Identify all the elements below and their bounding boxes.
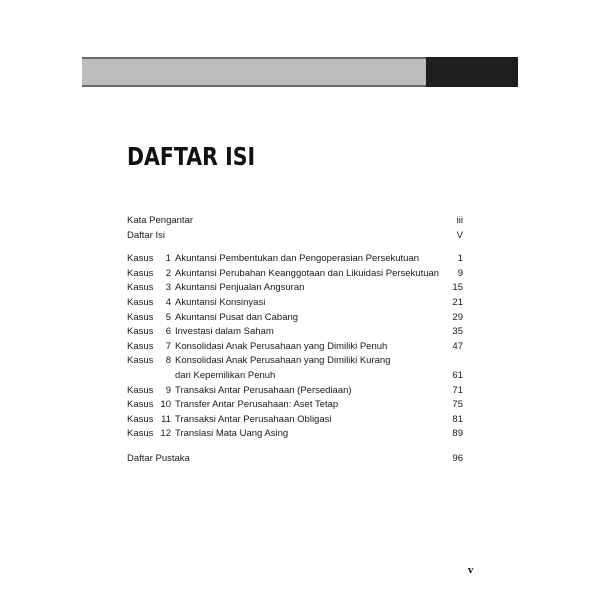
toc-case-prefix: Kasus — [127, 399, 154, 411]
page-number: v — [468, 566, 474, 576]
toc-row-kasus-5[interactable]: Kasus 5 Akuntansi Pusat dan Cabang 29 — [127, 311, 463, 326]
toc-case-title: Konsolidasi Anak Perusahaan yang Dimiliki Penuh — [175, 340, 388, 352]
toc-case-prefix: Kasus — [127, 326, 154, 338]
toc-entry-page: 21 — [452, 296, 463, 308]
toc-entry-page: 15 — [452, 282, 463, 294]
toc-entry-page: 9 — [457, 267, 463, 279]
toc-entry-page: 96 — [452, 452, 463, 464]
toc-row-kasus-6[interactable]: Kasus 6 Investasi dalam Saham 35 — [127, 325, 463, 340]
toc-entry-page: 61 — [452, 369, 463, 381]
toc-case-prefix: Kasus — [127, 355, 154, 367]
toc-entry-page: iii — [456, 215, 463, 226]
toc-case-title: Transaksi Antar Perusahaan Obligasi — [175, 413, 332, 425]
toc-case-title: Akuntansi Pembentukan dan Pengoperasian Persekutuan — [175, 253, 420, 265]
toc-row-kasus-12[interactable]: Kasus 12 Translasi Mata Uang Asing 89 — [127, 427, 463, 442]
toc-case-title: Akuntansi Perubahan Keanggotaan dan Likuidasi Persekutuan — [175, 267, 440, 279]
toc-case-prefix: Kasus — [127, 267, 154, 279]
toc-entry-page: 81 — [452, 413, 463, 425]
toc-row-daftar-isi[interactable] — [127, 229, 463, 244]
toc-row-kasus-10[interactable]: Kasus 10 Transfer Antar Perusahaan: Aset Tetap 75 — [127, 398, 463, 413]
toc-case-prefix: Kasus — [127, 253, 154, 265]
toc-entry-page: 47 — [452, 340, 463, 352]
toc-entry-page: V — [456, 229, 463, 241]
toc-case-title: Investasi dalam Saham — [175, 326, 274, 338]
toc-row-kasus-11[interactable]: Kasus 11 Transaksi Antar Perusahaan Obligasi 81 — [127, 413, 463, 428]
toc-entry-page: 89 — [452, 428, 463, 440]
toc-row-kasus-8[interactable]: Kasus 8 Konsolidasi Anak Perusahaan yang Dimiliki Kurang — [127, 354, 463, 369]
toc-case-prefix: Kasus — [127, 428, 154, 440]
toc-entry-page: 71 — [452, 384, 463, 396]
toc-case-prefix: Kasus — [127, 413, 154, 425]
toc-case-title: Akuntansi Konsinyasi — [175, 296, 266, 308]
toc-row-daftar-pustaka[interactable] — [127, 452, 463, 467]
toc-entry-label: Daftar Isi — [127, 229, 166, 241]
toc-row-kasus-7[interactable]: Kasus 7 Konsolidasi Anak Perusahaan yang Dimiliki Penuh 47 — [127, 340, 463, 355]
toc-spacer — [127, 243, 463, 252]
toc-row-kasus-9[interactable]: Kasus 9 Transaksi Antar Perusahaan (Persediaan) 71 — [127, 384, 463, 399]
toc-row-kasus-4[interactable]: Kasus 4 Akuntansi Konsinyasi 21 — [127, 296, 463, 311]
toc-case-title-continued: dari Kepemilikan Penuh — [175, 369, 276, 381]
toc-case-title: Transaksi Antar Perusahaan (Persediaan) — [175, 384, 352, 396]
toc-entry-page: 1 — [457, 253, 463, 265]
header-bar-accent — [426, 57, 518, 87]
table-of-contents — [127, 214, 463, 467]
toc-entry-label: Kata Pengantar — [127, 215, 194, 226]
toc-spacer — [127, 442, 463, 452]
toc-row-kasus-1[interactable]: Kasus 1 Akuntansi Pembentukan dan Pengoperasian Persekutuan 1 — [127, 252, 463, 267]
toc-case-prefix: Kasus — [127, 340, 154, 352]
toc-case-prefix: Kasus — [127, 296, 154, 308]
toc-row-kata-pengantar[interactable] — [127, 214, 463, 229]
toc-row-kasus-8-cont[interactable] — [127, 369, 463, 384]
toc-case-prefix: Kasus — [127, 384, 154, 396]
toc-case-title: Akuntansi Penjualan Angsuran — [175, 282, 305, 294]
page-title: DAFTAR ISI — [127, 142, 256, 171]
toc-case-title: Konsolidasi Anak Perusahaan yang Dimiliki Kurang — [175, 355, 391, 367]
toc-entry-page: 75 — [452, 399, 463, 411]
toc-case-title: Transfer Antar Perusahaan: Aset Tetap — [175, 399, 339, 411]
toc-case-title: Translasi Mata Uang Asing — [175, 428, 289, 440]
toc-case-prefix: Kasus — [127, 282, 154, 294]
toc-case-prefix: Kasus — [127, 311, 154, 323]
toc-case-title: Akuntansi Pusat dan Cabang — [175, 311, 299, 323]
toc-entry-label: Daftar Pustaka — [127, 452, 190, 464]
header-bar — [82, 57, 518, 87]
toc-entry-page: 35 — [452, 326, 463, 338]
toc-row-kasus-2[interactable]: Kasus 2 Akuntansi Perubahan Keanggotaan dan Likuidasi Persekutuan 9 — [127, 267, 463, 282]
toc-row-kasus-3[interactable]: Kasus 3 Akuntansi Penjualan Angsuran 15 — [127, 281, 463, 296]
toc-entry-page: 29 — [452, 311, 463, 323]
